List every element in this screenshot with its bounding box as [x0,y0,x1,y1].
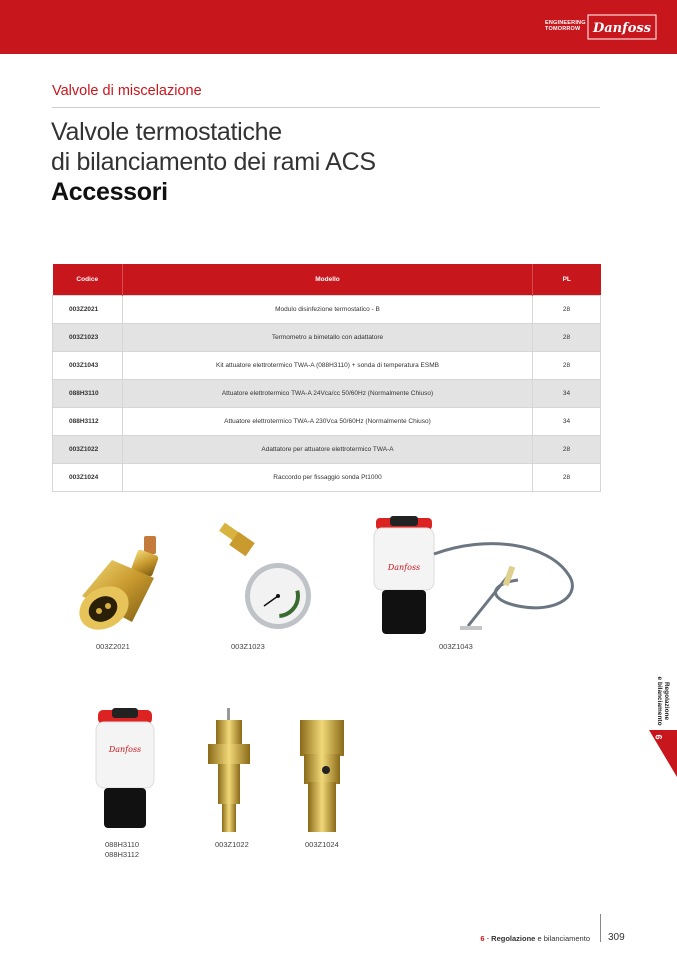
caption-003z1023: 003Z1023 [231,642,265,651]
caption-088h3110 [105,840,139,860]
thermometer-image [212,522,312,632]
section-title: Valvole di miscelazione [52,83,202,99]
table-header-row [53,264,601,296]
cell-pl: 28 [533,464,601,492]
header-model: Modello [123,264,533,296]
accessories-table [52,264,601,492]
table-row [53,352,601,380]
cell-model: Modulo disinfezione termostatico - B [123,296,533,324]
cell-model: Attuatore elettrotermico TWA-A 24Vca/cc 50/60Hz (Normalmente Chiuso) [123,380,533,408]
cell-code: 088H3110 [53,380,123,408]
adapter-image [200,708,258,838]
disinfection-module-image [72,530,172,630]
footer-separator: - [486,934,490,943]
page-title [51,117,376,207]
cell-pl: 28 [533,324,601,352]
table-row [53,324,601,352]
cell-code: 003Z1024 [53,464,123,492]
cell-pl: 28 [533,296,601,324]
footer-divider [600,914,601,942]
caption-003z1043: 003Z1043 [439,642,473,651]
side-chapter-number: 6 [653,734,664,740]
side-label-line1: Regolazione [663,681,670,721]
tagline-line1: ENGINEERING [545,20,586,26]
cell-model: Raccordo per fissaggio sonda Pt1000 [123,464,533,492]
cell-code: 003Z1043 [53,352,123,380]
cell-model: Adattatore per attuatore elettrotermico TWA-A [123,436,533,464]
svg-text:Danfoss: Danfoss [108,745,142,754]
title-line3: Accessori [51,178,168,206]
title-line1: Valvole termostatiche [51,118,282,146]
cell-model: Attuatore elettrotermico TWA-A 230Vca 50/60Hz (Normalmente Chiuso) [123,408,533,436]
side-label-line2: e bilanciamento [656,676,663,726]
actuator-kit-image [368,514,598,638]
cell-code: 003Z1023 [53,324,123,352]
table-row [53,380,601,408]
title-line2: di bilanciamento dei rami ACS [51,148,376,176]
svg-text:Danfoss: Danfoss [387,563,421,572]
cell-pl: 28 [533,352,601,380]
cell-pl: 34 [533,408,601,436]
footer-chapter: 6 [480,934,485,943]
footer-bold: Regolazione [491,934,536,943]
brand-tagline [545,20,586,32]
header-code: Codice [53,264,123,296]
footer-text [480,934,590,943]
caption-003z1022: 003Z1022 [215,840,249,849]
danfoss-logo [586,13,658,41]
cell-pl: 34 [533,380,601,408]
cell-model: Kit attuatore elettrotermico TWA-A (088H3110) + sonda di temperatura ESMB [123,352,533,380]
cell-pl: 28 [533,436,601,464]
cell-model: Termometro a bimetallo con adattatore [123,324,533,352]
header-pl: PL [533,264,601,296]
table-row [53,436,601,464]
table-row [53,296,601,324]
probe-fitting-image [296,716,348,836]
divider [52,107,600,108]
actuator-twa-a-image [92,704,158,830]
caption-line2: 088H3112 [105,850,140,859]
tagline-line2: TOMORROW [545,26,581,32]
caption-003z1024: 003Z1024 [305,840,339,849]
cell-code: 088H3112 [53,408,123,436]
table-row [53,408,601,436]
svg-text:Danfoss: Danfoss [592,21,652,36]
caption-line1: 088H3110 [105,840,140,849]
footer-rest: e bilanciamento [537,934,590,943]
page-number: 309 [608,932,625,943]
cell-code: 003Z1022 [53,436,123,464]
cell-code: 003Z2021 [53,296,123,324]
caption-003z2021: 003Z2021 [96,642,130,651]
table-row [53,464,601,492]
